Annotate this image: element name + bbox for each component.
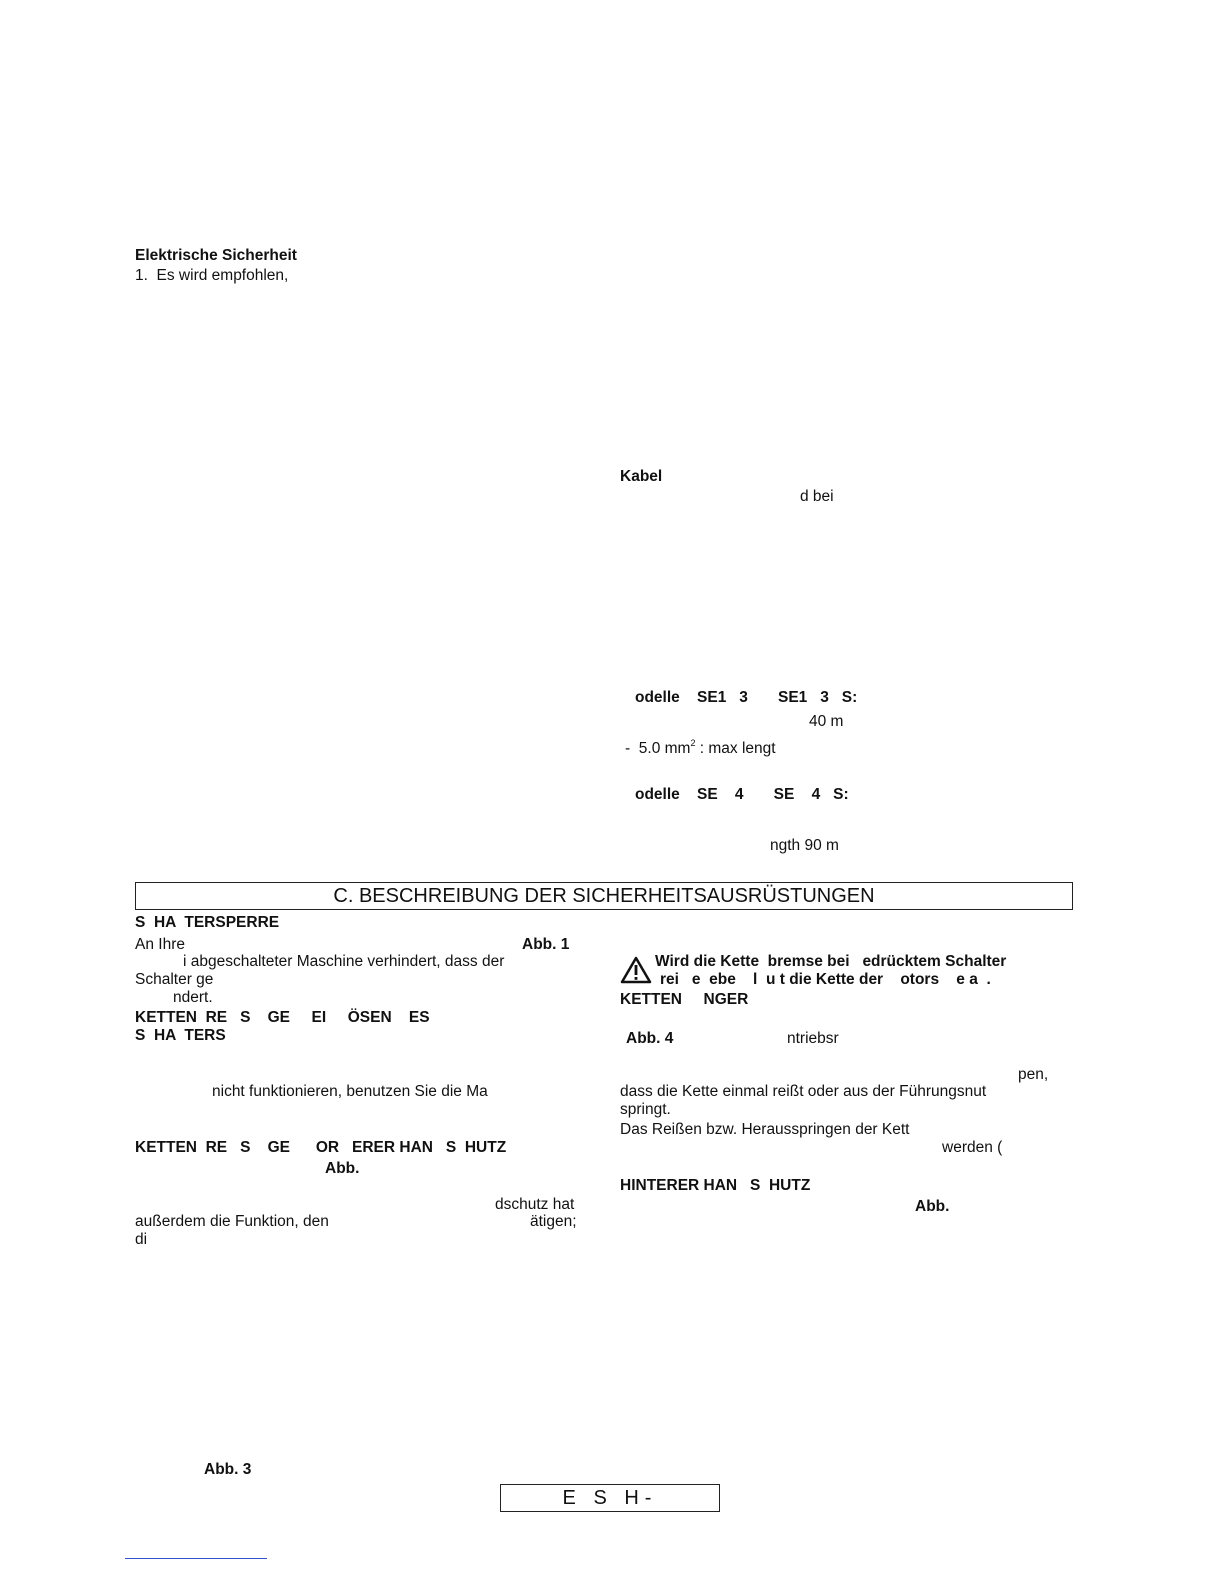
chain-catcher-text-1: ntriebsr [787, 1030, 839, 1047]
bottom-link-underline[interactable] [125, 1558, 267, 1559]
models-2-heading: odelle SE 4 SE 4 S: [635, 786, 849, 803]
chain-catcher-text-2: pen, [1018, 1066, 1049, 1083]
cable-heading: Kabel [620, 468, 663, 485]
cross-section-prefix: - 5.0 mm [625, 740, 691, 757]
switch-lock-text-4: ndert. [173, 989, 213, 1006]
cross-section-suffix: : max lengt [695, 740, 776, 757]
cable-text: d bei [800, 488, 834, 505]
front-guard-text-3: di [135, 1231, 148, 1248]
chain-catcher-text-3: dass die Kette einmal reißt oder aus der Führungsnut [620, 1083, 987, 1100]
rear-guard-heading: HINTERER HAN S HUTZ [620, 1177, 811, 1194]
models-1-length: 40 m [809, 713, 844, 730]
switch-lock-heading: S HA TERSPERRE [135, 914, 280, 931]
models-1-heading: odelle SE1 3 SE1 3 S: [635, 689, 858, 706]
figure-ref-abb-3: Abb. 3 [204, 1461, 252, 1478]
warning-text-1: Wird die Kette bremse bei edrücktem Schalter [655, 953, 1007, 970]
brake-release-heading-2: S HA TERS [135, 1027, 226, 1044]
warning-text-2: rei e ebe l u t die Kette der otors e a . [660, 971, 991, 988]
front-guard-text-2: außerdem die Funktion, den [135, 1213, 329, 1230]
figure-ref-abb-front: Abb. [325, 1160, 360, 1177]
switch-lock-text-3: Schalter ge [135, 971, 214, 988]
figure-ref-abb-1: Abb. 1 [522, 936, 570, 953]
chain-catcher-text-6: werden ( [942, 1139, 1003, 1156]
brake-release-text: nicht funktionieren, benutzen Sie die Ma [212, 1083, 488, 1100]
section-title: C. BESCHREIBUNG DER SICHERHEITSAUSRÜSTUNGEN [135, 882, 1073, 910]
models-1-cross-section [625, 740, 776, 759]
switch-lock-text-2: i abgeschalteter Maschine verhindert, dass der [183, 953, 505, 970]
figure-ref-abb-4: Abb. 4 [626, 1030, 674, 1047]
brake-release-heading: KETTEN RE S GE EI ÖSEN ES [135, 1009, 430, 1026]
front-guard-text-2-right: ätigen; [530, 1213, 577, 1230]
electric-safety-heading: Elektrische Sicherheit [135, 247, 297, 264]
chain-catcher-text-4: springt. [620, 1101, 671, 1118]
page-footer-code: E S H- [500, 1484, 720, 1512]
front-guard-text-1: dschutz hat [495, 1196, 575, 1213]
warning-triangle-icon [620, 956, 652, 984]
cross-section-superscript: 2 [690, 738, 696, 748]
chain-catcher-heading: KETTEN NGER [620, 991, 749, 1008]
models-2-length: ngth 90 m [770, 837, 839, 854]
switch-lock-text-1: An Ihre [135, 936, 185, 953]
figure-ref-abb-rear: Abb. [915, 1198, 950, 1215]
chain-catcher-text-5: Das Reißen bzw. Herausspringen der Kett [620, 1121, 910, 1138]
list-item-1: 1. Es wird empfohlen, [135, 267, 289, 284]
front-guard-heading: KETTEN RE S GE OR ERER HAN S HUTZ [135, 1139, 507, 1156]
